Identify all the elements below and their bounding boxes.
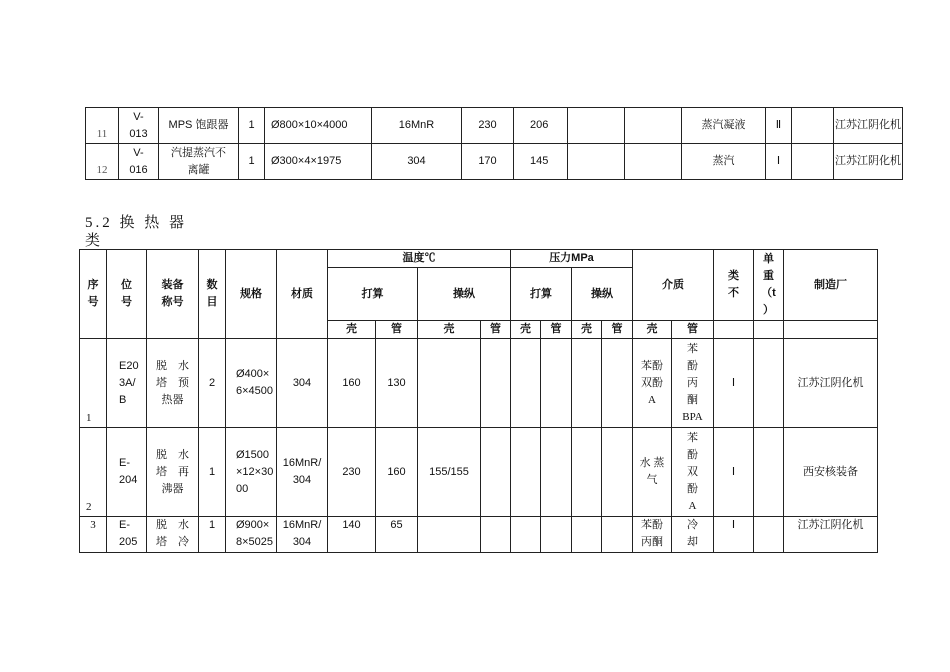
quantity-cell: 1 — [239, 144, 265, 180]
operating-temp-shell — [418, 339, 481, 428]
header-spec: 规格 — [226, 250, 277, 339]
operating-pressure-shell — [572, 428, 602, 517]
empty-cell — [714, 321, 754, 339]
header-qty: 数 目 — [199, 250, 226, 339]
quantity-cell: 1 — [239, 108, 265, 144]
design-pressure-shell — [511, 339, 541, 428]
row-number: 11 — [86, 108, 119, 144]
header-tube: 管 — [602, 321, 633, 339]
design-pressure-shell — [511, 517, 541, 553]
temp-cell: 170 — [462, 144, 514, 180]
tag-cell: E20 3A/ B — [107, 339, 147, 428]
header-no: 序 号 — [80, 250, 107, 339]
medium-shell: 水 蒸 气 — [633, 428, 672, 517]
header-pressure: 压力MPa — [511, 250, 633, 268]
row-number: 12 — [86, 144, 119, 180]
header-material: 材质 — [277, 250, 328, 339]
material-cell: 16MnR — [372, 108, 462, 144]
header-name: 装备 称号 — [147, 250, 199, 339]
design-temp-tube: 130 — [376, 339, 418, 428]
row-number: 3 — [80, 517, 107, 553]
maker-cell: 江苏江阴化机 — [784, 339, 878, 428]
tag-cell: E- 204 — [107, 428, 147, 517]
tag-cell: E- 205 — [107, 517, 147, 553]
quantity-cell: 1 — [199, 517, 226, 553]
operating-temp-shell — [418, 517, 481, 553]
design-temp-shell: 160 — [328, 339, 376, 428]
equipment-name-cell: 脱 水 塔 冷 — [147, 517, 199, 553]
header-maker: 制造厂 — [784, 250, 878, 321]
header-medium: 介质 — [633, 250, 714, 321]
operating-pressure-tube — [602, 339, 633, 428]
medium-tube: 苯 酚 丙 酮 BPA — [672, 339, 714, 428]
header-weight: 单 重 （t ） — [754, 250, 784, 321]
maker-cell: 西安核装备 — [784, 428, 878, 517]
table-row — [80, 428, 878, 517]
heat-exchanger-table — [79, 249, 878, 553]
class-cell: Ⅰ — [714, 517, 754, 553]
maker-cell: 江苏江阴化机 — [834, 144, 903, 180]
header-tube: 管 — [376, 321, 418, 339]
header-shell: 壳 — [328, 321, 376, 339]
design-pressure-shell — [511, 428, 541, 517]
equipment-name-cell: MPS 饱跟器 — [159, 108, 239, 144]
medium-shell: 苯酚 双酚 A — [633, 339, 672, 428]
temp-cell: 230 — [462, 108, 514, 144]
header-tube: 管 — [541, 321, 572, 339]
tag-cell: V- 013 — [119, 108, 159, 144]
weight-cell — [754, 428, 784, 517]
material-cell: 304 — [277, 339, 328, 428]
class-cell: Ⅰ — [714, 428, 754, 517]
header-row — [80, 250, 878, 268]
header-tube: 管 — [481, 321, 511, 339]
temp-cell: 145 — [514, 144, 568, 180]
empty-cell — [754, 321, 784, 339]
medium-cell: 蒸汽 — [682, 144, 766, 180]
medium-tube: 苯 酚 双 酚 A — [672, 428, 714, 517]
quantity-cell: 2 — [199, 339, 226, 428]
table-row — [80, 339, 878, 428]
spec-cell: Ø400× 6×4500 — [226, 339, 277, 428]
header-temperature: 温度℃ — [328, 250, 511, 268]
equipment-name-cell: 脱 水 塔 再 沸器 — [147, 428, 199, 517]
design-temp-tube: 160 — [376, 428, 418, 517]
header-tube: 管 — [672, 321, 714, 339]
header-temp-operate: 操纵 — [418, 268, 511, 321]
header-shell: 壳 — [633, 321, 672, 339]
header-shell: 壳 — [572, 321, 602, 339]
operating-temp-shell: 155/155 — [418, 428, 481, 517]
spec-cell: Ø1500 ×12×30 00 — [226, 428, 277, 517]
quantity-cell: 1 — [199, 428, 226, 517]
table-row — [86, 144, 903, 180]
empty-cell — [568, 108, 625, 144]
design-temp-shell: 140 — [328, 517, 376, 553]
material-cell: 16MnR/ 304 — [277, 517, 328, 553]
empty-cell — [568, 144, 625, 180]
header-shell: 壳 — [418, 321, 481, 339]
medium-shell: 苯酚 丙酮 — [633, 517, 672, 553]
header-shell: 壳 — [511, 321, 541, 339]
row-number: 2 — [80, 428, 107, 517]
weight-cell — [792, 108, 834, 144]
header-tag: 位 号 — [107, 250, 147, 339]
operating-temp-tube — [481, 428, 511, 517]
empty-cell — [625, 108, 682, 144]
header-pressure-operate: 操纵 — [572, 268, 633, 321]
section-title: 5.2 换 热 器 类 — [85, 215, 188, 249]
temp-cell: 206 — [514, 108, 568, 144]
equipment-name-cell: 汽提蒸汽不 离罐 — [159, 144, 239, 180]
header-class: 类 不 — [714, 250, 754, 321]
design-pressure-tube — [541, 517, 572, 553]
spec-cell: Ø300×4×1975 — [265, 144, 372, 180]
material-cell: 16MnR/ 304 — [277, 428, 328, 517]
weight-cell — [792, 144, 834, 180]
row-number: 1 — [80, 339, 107, 428]
vessel-table — [85, 107, 903, 180]
weight-cell — [754, 339, 784, 428]
table-row — [86, 108, 903, 144]
weight-cell — [754, 517, 784, 553]
empty-cell — [625, 144, 682, 180]
class-cell: Ⅰ — [714, 339, 754, 428]
design-temp-shell: 230 — [328, 428, 376, 517]
design-temp-tube: 65 — [376, 517, 418, 553]
maker-cell: 江苏江阴化机 — [834, 108, 903, 144]
medium-tube: 冷 却 — [672, 517, 714, 553]
empty-cell — [784, 321, 878, 339]
spec-cell: Ø800×10×4000 — [265, 108, 372, 144]
operating-temp-tube — [481, 517, 511, 553]
class-cell: Ⅱ — [766, 108, 792, 144]
medium-cell: 蒸汽凝液 — [682, 108, 766, 144]
header-pressure-design: 打算 — [511, 268, 572, 321]
operating-pressure-shell — [572, 339, 602, 428]
design-pressure-tube — [541, 339, 572, 428]
operating-pressure-tube — [602, 517, 633, 553]
design-pressure-tube — [541, 428, 572, 517]
tag-cell: V- 016 — [119, 144, 159, 180]
maker-cell: 江苏江阴化机 — [784, 517, 878, 553]
header-temp-design: 打算 — [328, 268, 418, 321]
table-row — [80, 517, 878, 553]
class-cell: Ⅰ — [766, 144, 792, 180]
operating-pressure-tube — [602, 428, 633, 517]
equipment-name-cell: 脱 水 塔 预 热器 — [147, 339, 199, 428]
operating-temp-tube — [481, 339, 511, 428]
spec-cell: Ø900× 8×5025 — [226, 517, 277, 553]
operating-pressure-shell — [572, 517, 602, 553]
material-cell: 304 — [372, 144, 462, 180]
